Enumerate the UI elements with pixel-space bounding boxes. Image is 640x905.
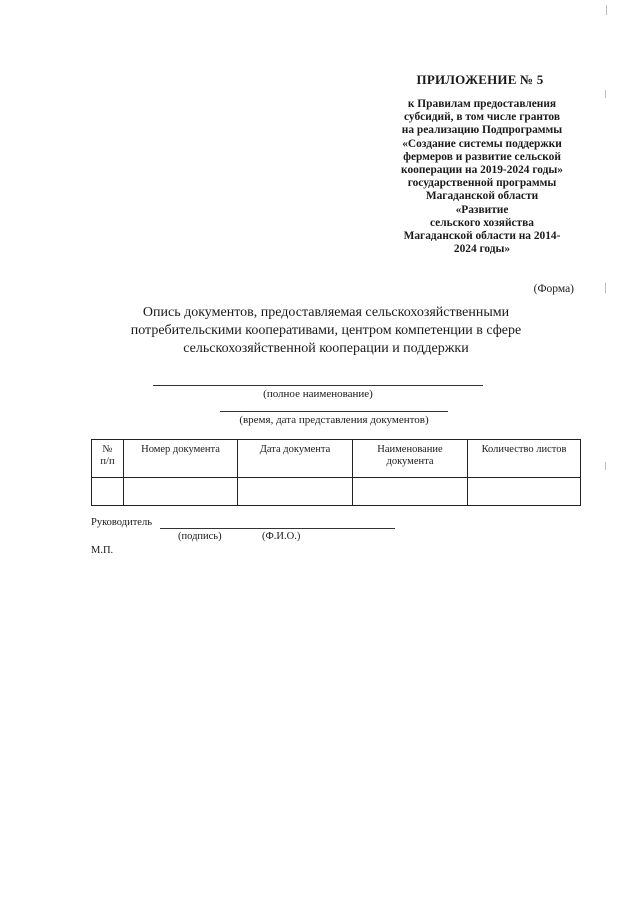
datetime-caption: (время, дата представления документов) xyxy=(239,414,429,426)
appendix-text xyxy=(384,98,580,256)
scan-mark xyxy=(606,5,607,15)
stamp-label: М.П. xyxy=(91,545,114,556)
signature-line xyxy=(160,528,395,529)
signature-caption: (подпись) xyxy=(178,531,222,542)
header-number: № п/п xyxy=(92,440,124,478)
scan-mark xyxy=(605,283,606,293)
appendix-line: Магаданской области xyxy=(425,190,539,203)
document-title-line: Опись документов, предоставляемая сельскохозяйственными xyxy=(142,305,510,320)
document-title-line: потребительскими кооперативами, центром компетенции в сфере xyxy=(130,323,522,338)
document-title-line: сельскохозяйственной кооперации и поддержки xyxy=(183,341,469,356)
document-title xyxy=(100,304,552,358)
appendix-line: «Развитие xyxy=(455,203,509,216)
header-doc-date: Дата документа xyxy=(238,440,353,478)
appendix-line: на реализацию Подпрограммы xyxy=(401,124,563,137)
full-name-caption: (полное наименование) xyxy=(263,388,373,400)
table-cell[interactable] xyxy=(353,478,468,506)
appendix-line: субсидий, в том числе грантов xyxy=(404,111,560,124)
appendix-line: фермеров и развитие сельской xyxy=(403,150,561,163)
director-label: Руководитель xyxy=(91,517,152,528)
full-name-line xyxy=(153,385,483,386)
documents-table xyxy=(91,439,581,506)
table-row xyxy=(92,478,581,506)
appendix-line: кооперации на 2019-2024 годы» xyxy=(401,164,563,177)
table-cell[interactable] xyxy=(124,478,238,506)
form-label: (Форма) xyxy=(533,283,574,295)
header-doc-number: Номер документа xyxy=(124,440,238,478)
table-cell[interactable] xyxy=(92,478,124,506)
table-cell[interactable] xyxy=(468,478,581,506)
appendix-line: Магаданской области на 2014- xyxy=(403,230,561,243)
header-sheet-count: Количество листов xyxy=(468,440,581,478)
table-cell[interactable] xyxy=(238,478,353,506)
scan-mark xyxy=(605,90,606,98)
datetime-line xyxy=(220,411,448,412)
appendix-line: 2024 годы» xyxy=(453,243,511,256)
name-caption: (Ф.И.О.) xyxy=(262,531,301,542)
appendix-line: к Правилам предоставления xyxy=(407,98,557,110)
scan-mark xyxy=(605,462,606,470)
appendix-line: государственной программы xyxy=(407,177,557,190)
appendix-title: ПРИЛОЖЕНИЕ № 5 xyxy=(416,72,544,87)
appendix-line: «Создание системы поддержки xyxy=(402,137,562,150)
appendix-line: сельского хозяйства xyxy=(429,216,535,229)
table-header-row xyxy=(92,440,581,478)
header-doc-name: Наименование документа xyxy=(353,440,468,478)
